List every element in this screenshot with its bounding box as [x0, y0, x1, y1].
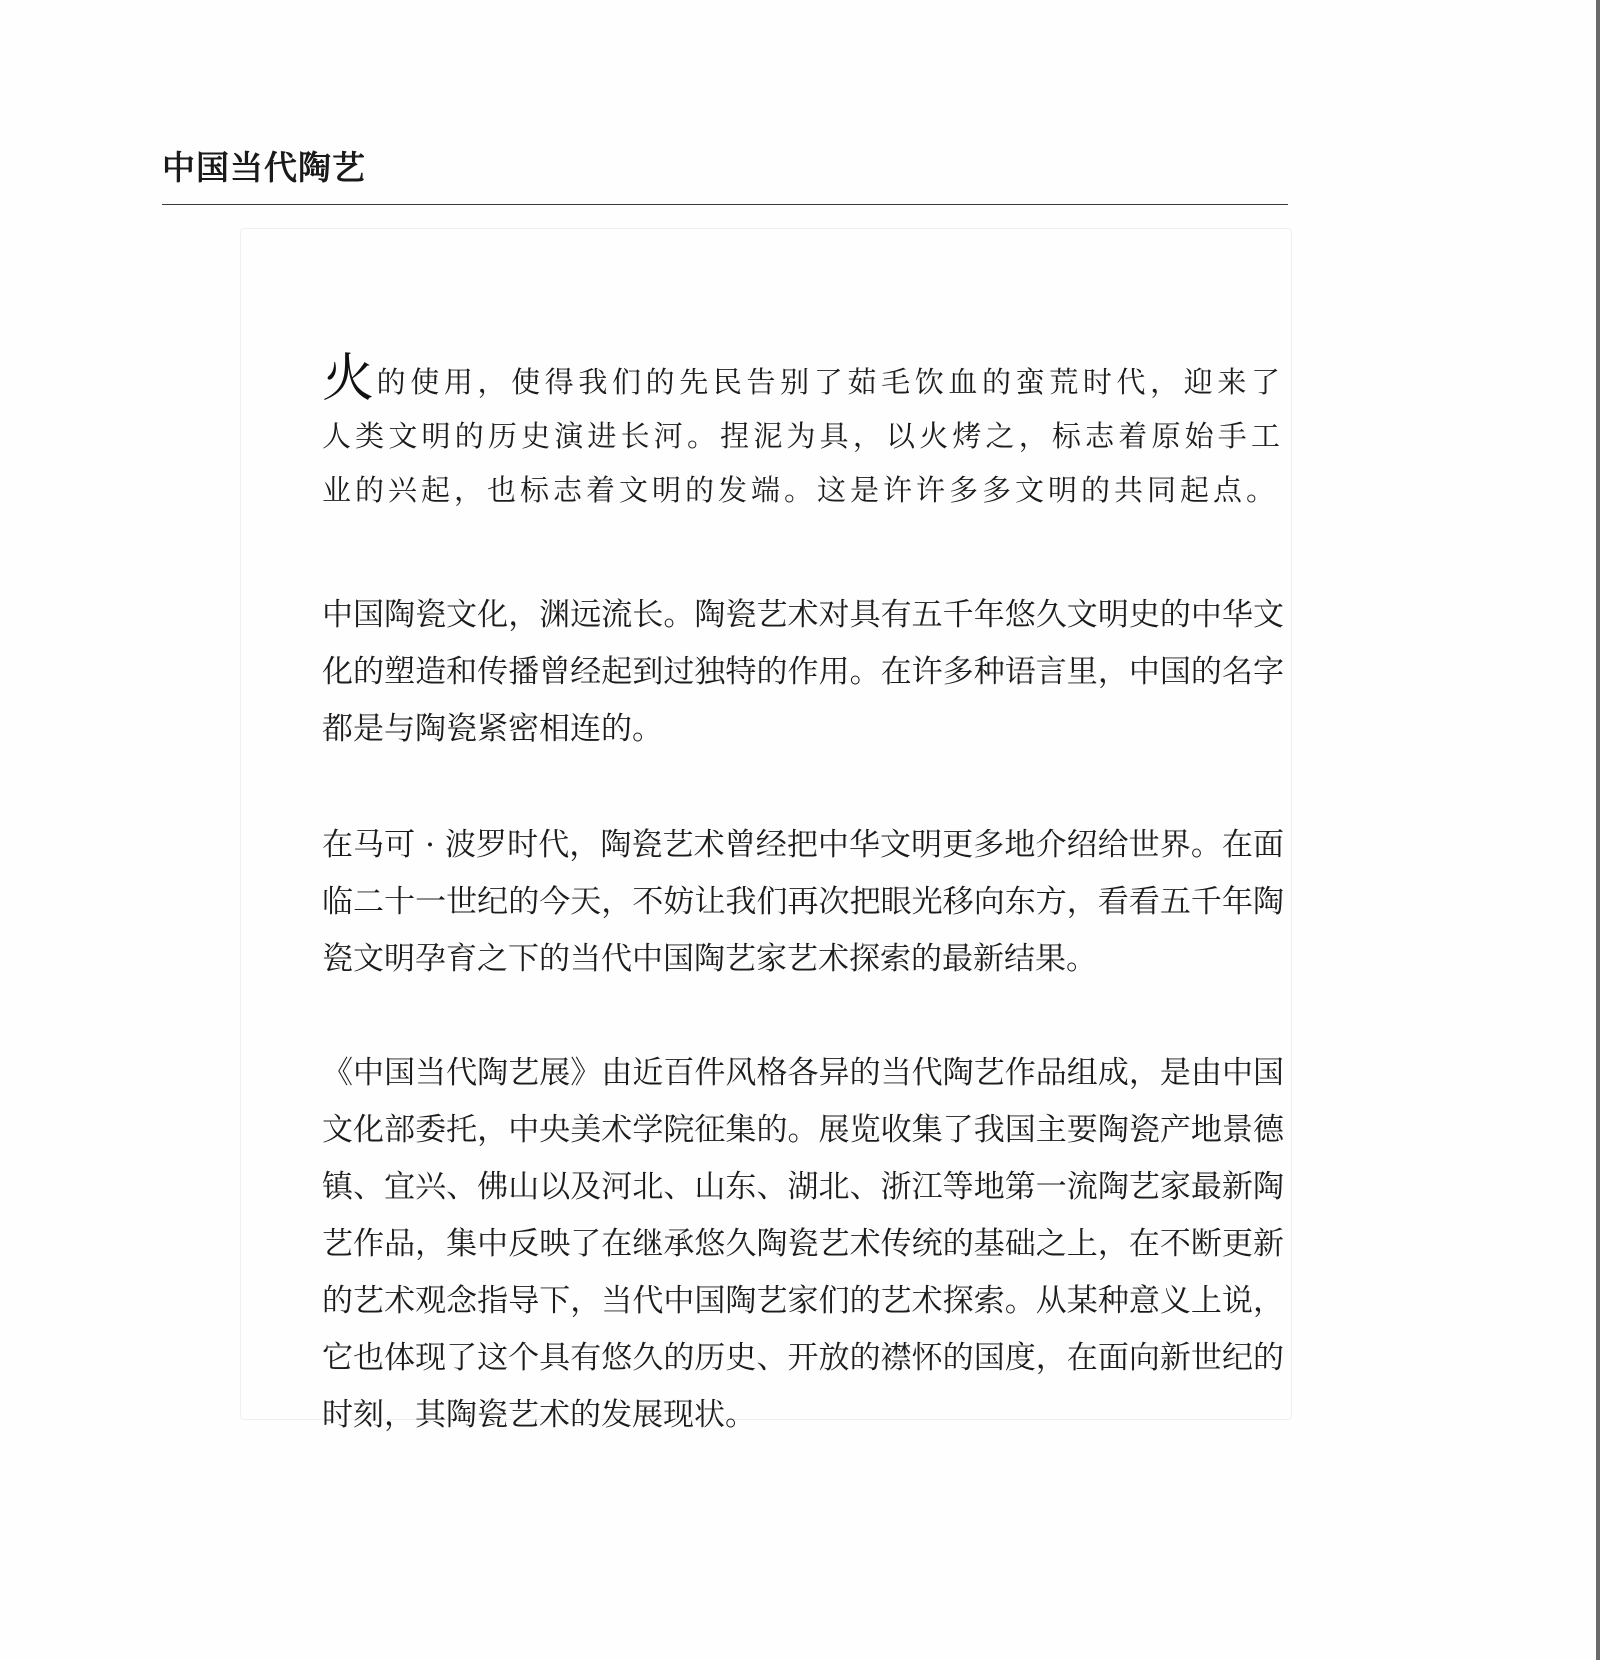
- scan-edge: [1596, 0, 1600, 1660]
- paragraph-2: 中国陶瓷文化，渊远流长。陶瓷艺术对具有五千年悠久文明史的中华文化的塑造和传播曾经起到过独特的作用。在许多种语言里，中国的名字都是与陶瓷紧密相连的。: [322, 597, 1284, 747]
- drop-cap: 火: [322, 349, 375, 409]
- running-header-title: 中国当代陶艺: [162, 148, 366, 187]
- paragraph-intro: [322, 349, 1284, 517]
- paragraph-3: 在马可 · 波罗时代，陶瓷艺术曾经把中华文明更多地介绍给世界。在面临二十一世纪的今天，不妨让我们再次把眼光移向东方，看看五千年陶瓷文明孕育之下的当代中国陶艺家艺术探索的最新结果。: [322, 827, 1284, 977]
- header-rule: [162, 204, 1288, 205]
- paragraph-intro-text: 的使用，使得我们的先民告别了茹毛饮血的蛮荒时代，迎来了人类文明的历史演进长河。捏泥为具，以火烤之，标志着原始手工业的兴起，也标志着文明的发端。这是许许多多文明的共同起点。: [322, 365, 1284, 507]
- running-header: [162, 148, 1288, 200]
- paragraph-4: 《中国当代陶艺展》由近百件风格各异的当代陶艺作品组成，是由中国文化部委托，中央美术学院征集的。展览收集了我国主要陶瓷产地景德镇、宜兴、佛山以及河北、山东、湖北、浙江等地第一流陶艺家最新陶艺作品，集中反映了在继承悠久陶瓷艺术传统的基础之上，在不断更新的艺术观念指导下，当代中国陶艺家们的艺术探索。从某种意义上说，它也体现了这个具有悠久的历史、开放的襟怀的国度，在面向新世纪的时刻，其陶瓷艺术的发展现状。: [322, 1055, 1284, 1433]
